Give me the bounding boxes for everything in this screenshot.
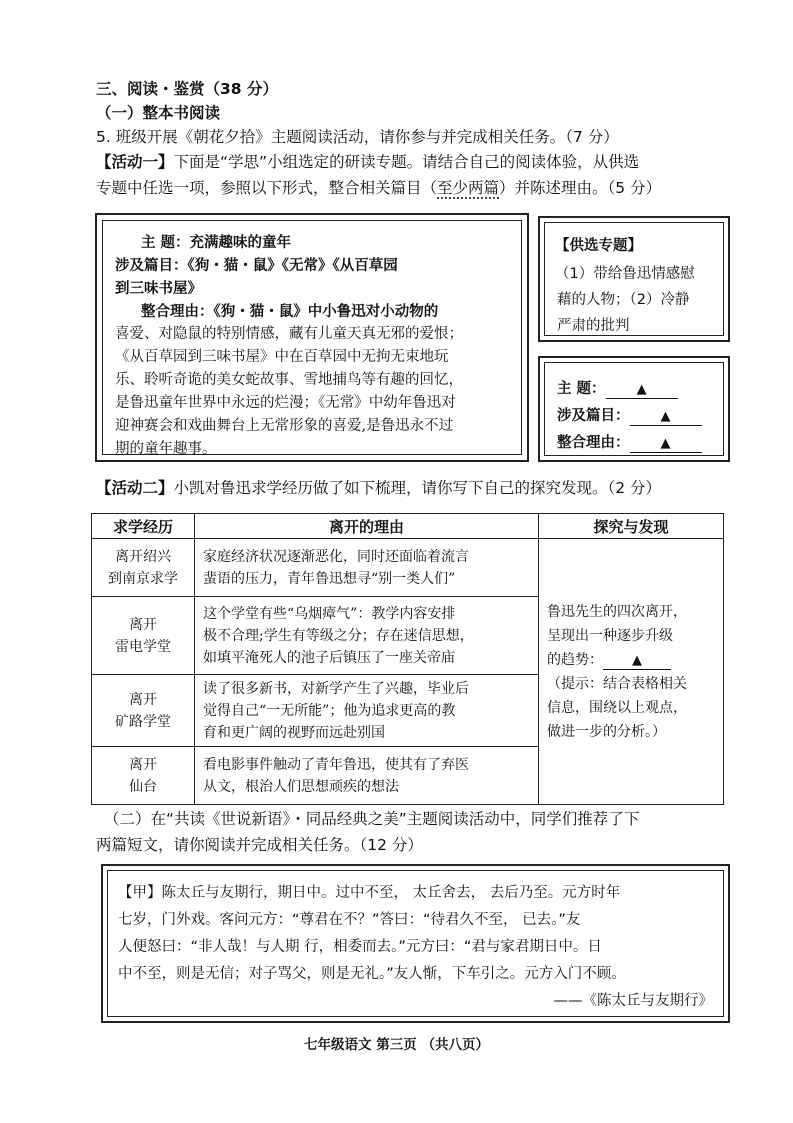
table-header: 离开的理由	[195, 514, 539, 539]
answer-label: 涉及篇目：	[557, 408, 630, 424]
activity-2-label: 【活动二】	[96, 479, 174, 497]
activity-1-text: 下面是“学思”小组选定的研读专题。请结合自己的阅读体验，从供选	[173, 153, 640, 171]
cell-line: 仙台	[129, 778, 157, 795]
activity-1-label: 【活动一】	[96, 153, 174, 171]
table-header-row	[92, 514, 724, 539]
answer-row-articles	[557, 404, 702, 426]
answer-blank[interactable]: ▲	[606, 382, 678, 399]
reason-cell	[195, 675, 539, 747]
example-theme-box-inner	[102, 220, 522, 455]
topics-title: 【供选专题】	[555, 238, 642, 254]
cell-line: 离开	[129, 691, 157, 708]
theme-line: 到三味书屋》	[115, 280, 202, 297]
experience-cell	[92, 597, 195, 675]
theme-line: 期的童年趣事。	[115, 441, 217, 457]
theme-line: 是鲁迅童年世界中永远的烂漫；《无常》中幼年鲁迅对	[115, 395, 456, 411]
topics-line: 严肃的批判	[557, 318, 630, 334]
theme-line: 喜爱、对隐鼠的特别情感，藏有儿童天真无邪的爱恨；	[115, 326, 463, 342]
passage-line: 【甲】陈太丘与友期行，期日中。过中不至， 太丘舍去， 去后乃至。元方时年	[118, 885, 621, 901]
table-header: 求学经历	[92, 514, 195, 539]
answer-label: 整合理由：	[557, 435, 630, 451]
cell-line: 育和更广阔的视野而远赴别国	[203, 724, 385, 741]
passage-line: 七岁，门外戏。客问元方：“尊君在不？”答曰：“待君久不至， 已去。”友	[118, 912, 581, 928]
finding-line: 鲁迅先生的四次离开，	[547, 603, 687, 620]
passage-box	[101, 864, 730, 1023]
activity-1-text-post: ）并陈述理由。（5 分）	[499, 179, 662, 197]
study-history-table	[91, 513, 724, 805]
finding-answer-blank[interactable]: ▲	[603, 653, 671, 670]
theme-line: 《从百草园到三味书屋》中在百草园中无拘无束地玩	[115, 349, 449, 365]
topics-line: （1）带给鲁迅情感慰	[555, 266, 695, 282]
topics-line: 藉的人物；（2）冷静	[557, 292, 690, 308]
answer-box	[538, 356, 730, 462]
question-5: 5. 班级开展《朝花夕拾》主题阅读活动，请你参与并完成相关任务。（7 分）	[96, 128, 619, 146]
answer-label: 主 题：	[557, 381, 606, 397]
cell-line: 觉得自己“一无所能”；他为追求更高的教	[203, 702, 456, 719]
answer-row-reason	[557, 431, 702, 453]
answer-blank[interactable]: ▲	[630, 409, 702, 426]
activity-2-text: 小凯对鲁迅求学经历做了如下梳理，请你写下自己的探究发现。（2 分）	[173, 479, 662, 497]
cell-line: 从文，根治人们思想顽疾的想法	[203, 778, 399, 795]
cell-line: 如填平淹死人的池子后镇压了一座关帝庙	[203, 649, 455, 666]
page-footer: 七年级语文 第三页 （共八页）	[304, 1037, 489, 1053]
example-theme-box	[95, 213, 529, 462]
section-heading: 三、阅读・鉴赏（38 分）	[96, 80, 278, 98]
theme-line: 整合理由：《狗・猫・鼠》中小鲁迅对小动物的	[141, 303, 439, 320]
optional-topics-box	[538, 216, 730, 342]
cell-line: 矿路学堂	[115, 713, 171, 730]
subsection-heading: （一）整本书阅读	[96, 104, 221, 122]
cell-line: 读了很多新书，对新学产生了兴趣，毕业后	[203, 680, 469, 697]
reason-cell	[195, 539, 539, 597]
passage-source: ——《陈太丘与友期行》	[553, 993, 713, 1009]
reason-cell	[195, 747, 539, 805]
activity-1-text-pre: 专题中任选一项，参照以下形式，整合相关篇目（	[96, 179, 438, 197]
theme-line: 主 题：充满趣味的童年	[141, 234, 292, 251]
subsection-2-line-1: （二）在“共读《世说新语》・同品经典之美”主题阅读活动中，同学们推荐了下	[104, 810, 640, 828]
passage-line: 中不至，则是无信；对子骂父，则是无礼。”友人惭，下车引之。元方入门不顾。	[118, 966, 626, 982]
cell-line: 这个学堂有些“乌烟瘴气”：教学内容安排	[203, 605, 456, 622]
emphasis-dots: 至少两篇	[437, 179, 500, 197]
answer-box-inner	[544, 362, 724, 456]
hint-line: 做进一步的分析。）	[547, 723, 666, 740]
experience-cell	[92, 539, 195, 597]
cell-line: 离开绍兴	[115, 548, 171, 565]
finding-line: 呈现出一种逐步升级	[547, 627, 673, 644]
theme-line: 迎神赛会和戏曲舞台上无常形象的喜爱,是鲁迅永不过	[115, 418, 454, 434]
cell-line: 看电影事件触动了青年鲁迅，使其有了弃医	[203, 756, 469, 773]
hint-line: （提示：结合表格相关	[547, 675, 687, 692]
table-header: 探究与发现	[539, 514, 724, 539]
table-row	[92, 539, 724, 597]
passage-line: 人便怒曰：“非人哉！与人期 行，相委而去。”元方曰：“君与家君期日中。日	[118, 939, 602, 955]
cell-line: 离开	[129, 756, 157, 773]
cell-line: 极不合理;学生有等级之分；存在迷信思想，	[203, 627, 474, 644]
finding-cell	[539, 539, 724, 805]
answer-blank[interactable]: ▲	[630, 436, 702, 453]
activity-2	[96, 477, 661, 499]
subsection-2-line-2: 两篇短文，请你阅读并完成相关任务。（12 分）	[96, 836, 423, 854]
cell-line: 蜚语的压力，青年鲁迅想寻“别一类人们”	[203, 570, 456, 587]
finding-trend	[547, 648, 723, 672]
reason-cell	[195, 597, 539, 675]
activity-1-line-2	[96, 177, 661, 199]
cell-line: 雷电学堂	[115, 638, 171, 655]
activity-1-line-1	[96, 151, 639, 173]
passage-box-inner	[107, 870, 724, 1017]
experience-cell	[92, 747, 195, 805]
experience-cell	[92, 675, 195, 747]
trend-label: 的趋势：	[547, 651, 603, 668]
answer-row-theme	[557, 377, 678, 399]
theme-line: 涉及篇目：《狗・猫・鼠》《无常》《从百草园	[115, 257, 398, 274]
optional-topics-box-inner	[544, 222, 724, 336]
cell-line: 离开	[129, 616, 157, 633]
hint-line: 信息，围绕以上观点，	[547, 699, 687, 716]
cell-line: 家庭经济状况逐渐恶化，同时还面临着流言	[203, 548, 469, 565]
cell-line: 到南京求学	[108, 570, 178, 587]
theme-line: 乐、聆听奇诡的美女蛇故事、雪地捕鸟等有趣的回忆，	[115, 372, 463, 388]
